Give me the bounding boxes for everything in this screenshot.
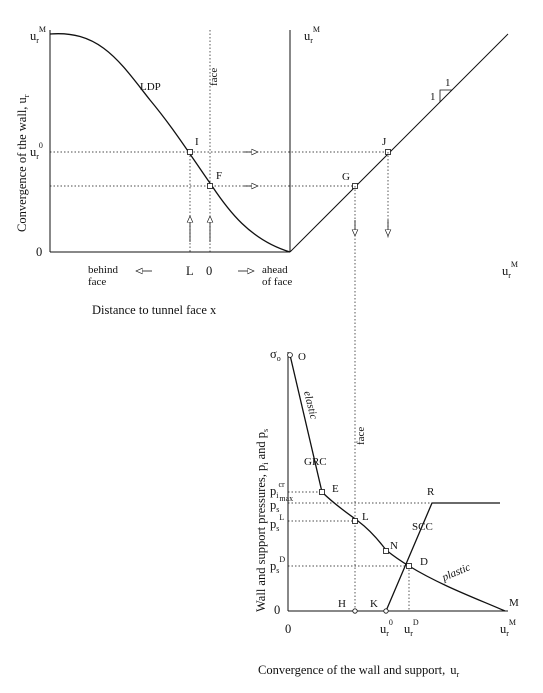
point-H-marker bbox=[353, 609, 357, 613]
ahead-face-label: ahead of face bbox=[262, 264, 293, 288]
grc-x-tick-ur0: $u_r^0$ bbox=[380, 618, 393, 638]
face-label-bottom: face bbox=[355, 426, 367, 445]
point-D-marker bbox=[407, 564, 412, 569]
grc-y-axis-label: Wall and support pressures, $p_i$ and $p_s$ bbox=[254, 428, 270, 612]
point-F-label: F bbox=[216, 170, 223, 182]
point-L-marker bbox=[353, 519, 358, 524]
tick-sigma-o: $\sigma_o$ bbox=[270, 347, 281, 363]
x-tick-0: 0 bbox=[206, 264, 213, 278]
tick-psD: $p_s^D$ bbox=[270, 555, 286, 575]
point-H-label: H bbox=[338, 598, 346, 610]
ldp-x-axis-label: Distance to tunnel face x bbox=[92, 303, 217, 317]
identity-tick-urM: $u_r^M$ bbox=[304, 25, 321, 45]
point-M-label: M bbox=[509, 597, 519, 609]
point-G-label: G bbox=[342, 171, 350, 183]
tick-picr: $p_i^{cr}$ bbox=[270, 480, 285, 500]
point-D-label: D bbox=[420, 556, 428, 568]
ldp-tick-ur0: $u_r^0$ bbox=[30, 141, 43, 161]
elastic-label: elastic bbox=[301, 389, 320, 421]
tick-psL: $p_s^L$ bbox=[270, 513, 285, 533]
ldp-curve-label: LDP bbox=[140, 81, 161, 93]
point-F-marker bbox=[208, 184, 213, 189]
point-E-marker bbox=[320, 490, 325, 495]
point-O-label: O bbox=[298, 351, 306, 363]
scc-curve bbox=[386, 503, 500, 611]
slope-label-v: 1 bbox=[430, 91, 436, 103]
grc-tick-zero: 0 bbox=[274, 603, 281, 617]
identity-x-tick-urM: $u_r^M$ bbox=[502, 260, 519, 280]
ldp-plot bbox=[15, 25, 388, 317]
point-K-label: K bbox=[370, 598, 378, 610]
ldp-curve bbox=[50, 34, 290, 252]
behind-face-label: behind face bbox=[88, 264, 118, 288]
identity-line bbox=[290, 34, 508, 252]
ldp-y-axis-label: Convergence of the wall, $u_r$ bbox=[15, 94, 31, 232]
point-N-marker bbox=[384, 549, 389, 554]
tick-psmax: $p_s^{max}$ bbox=[270, 494, 294, 514]
grc-x-axis-label: Convergence of the wall and support, $u_r$ bbox=[258, 663, 460, 679]
x-tick-L: L bbox=[186, 264, 194, 278]
point-R-label: R bbox=[427, 486, 435, 498]
slope-label-h: 1 bbox=[445, 77, 451, 89]
ldp-tick-zero: 0 bbox=[36, 245, 43, 259]
grc-x-tick-urD: $u_r^D$ bbox=[404, 618, 419, 638]
face-label-top: face bbox=[208, 67, 220, 86]
grc-label: GRC bbox=[304, 456, 327, 468]
point-I-marker bbox=[188, 150, 193, 155]
point-L-label: L bbox=[362, 511, 369, 523]
point-K-marker bbox=[384, 609, 388, 613]
point-N-label: N bbox=[390, 540, 398, 552]
ldp-tick-urM: $u_r^M$ bbox=[30, 25, 47, 45]
point-J-label: J bbox=[382, 136, 387, 148]
plastic-label: plastic bbox=[440, 561, 473, 584]
grc-scc-plot bbox=[254, 347, 519, 679]
identity-plot bbox=[290, 25, 518, 611]
point-E-label: E bbox=[332, 483, 339, 495]
point-I-label: I bbox=[195, 136, 199, 148]
grc-x-tick-0: 0 bbox=[285, 622, 292, 636]
scc-label: SCC bbox=[412, 521, 433, 533]
grc-curve bbox=[290, 355, 505, 611]
grc-x-tick-urM: $u_r^M$ bbox=[500, 618, 517, 638]
point-O-marker bbox=[288, 353, 293, 358]
